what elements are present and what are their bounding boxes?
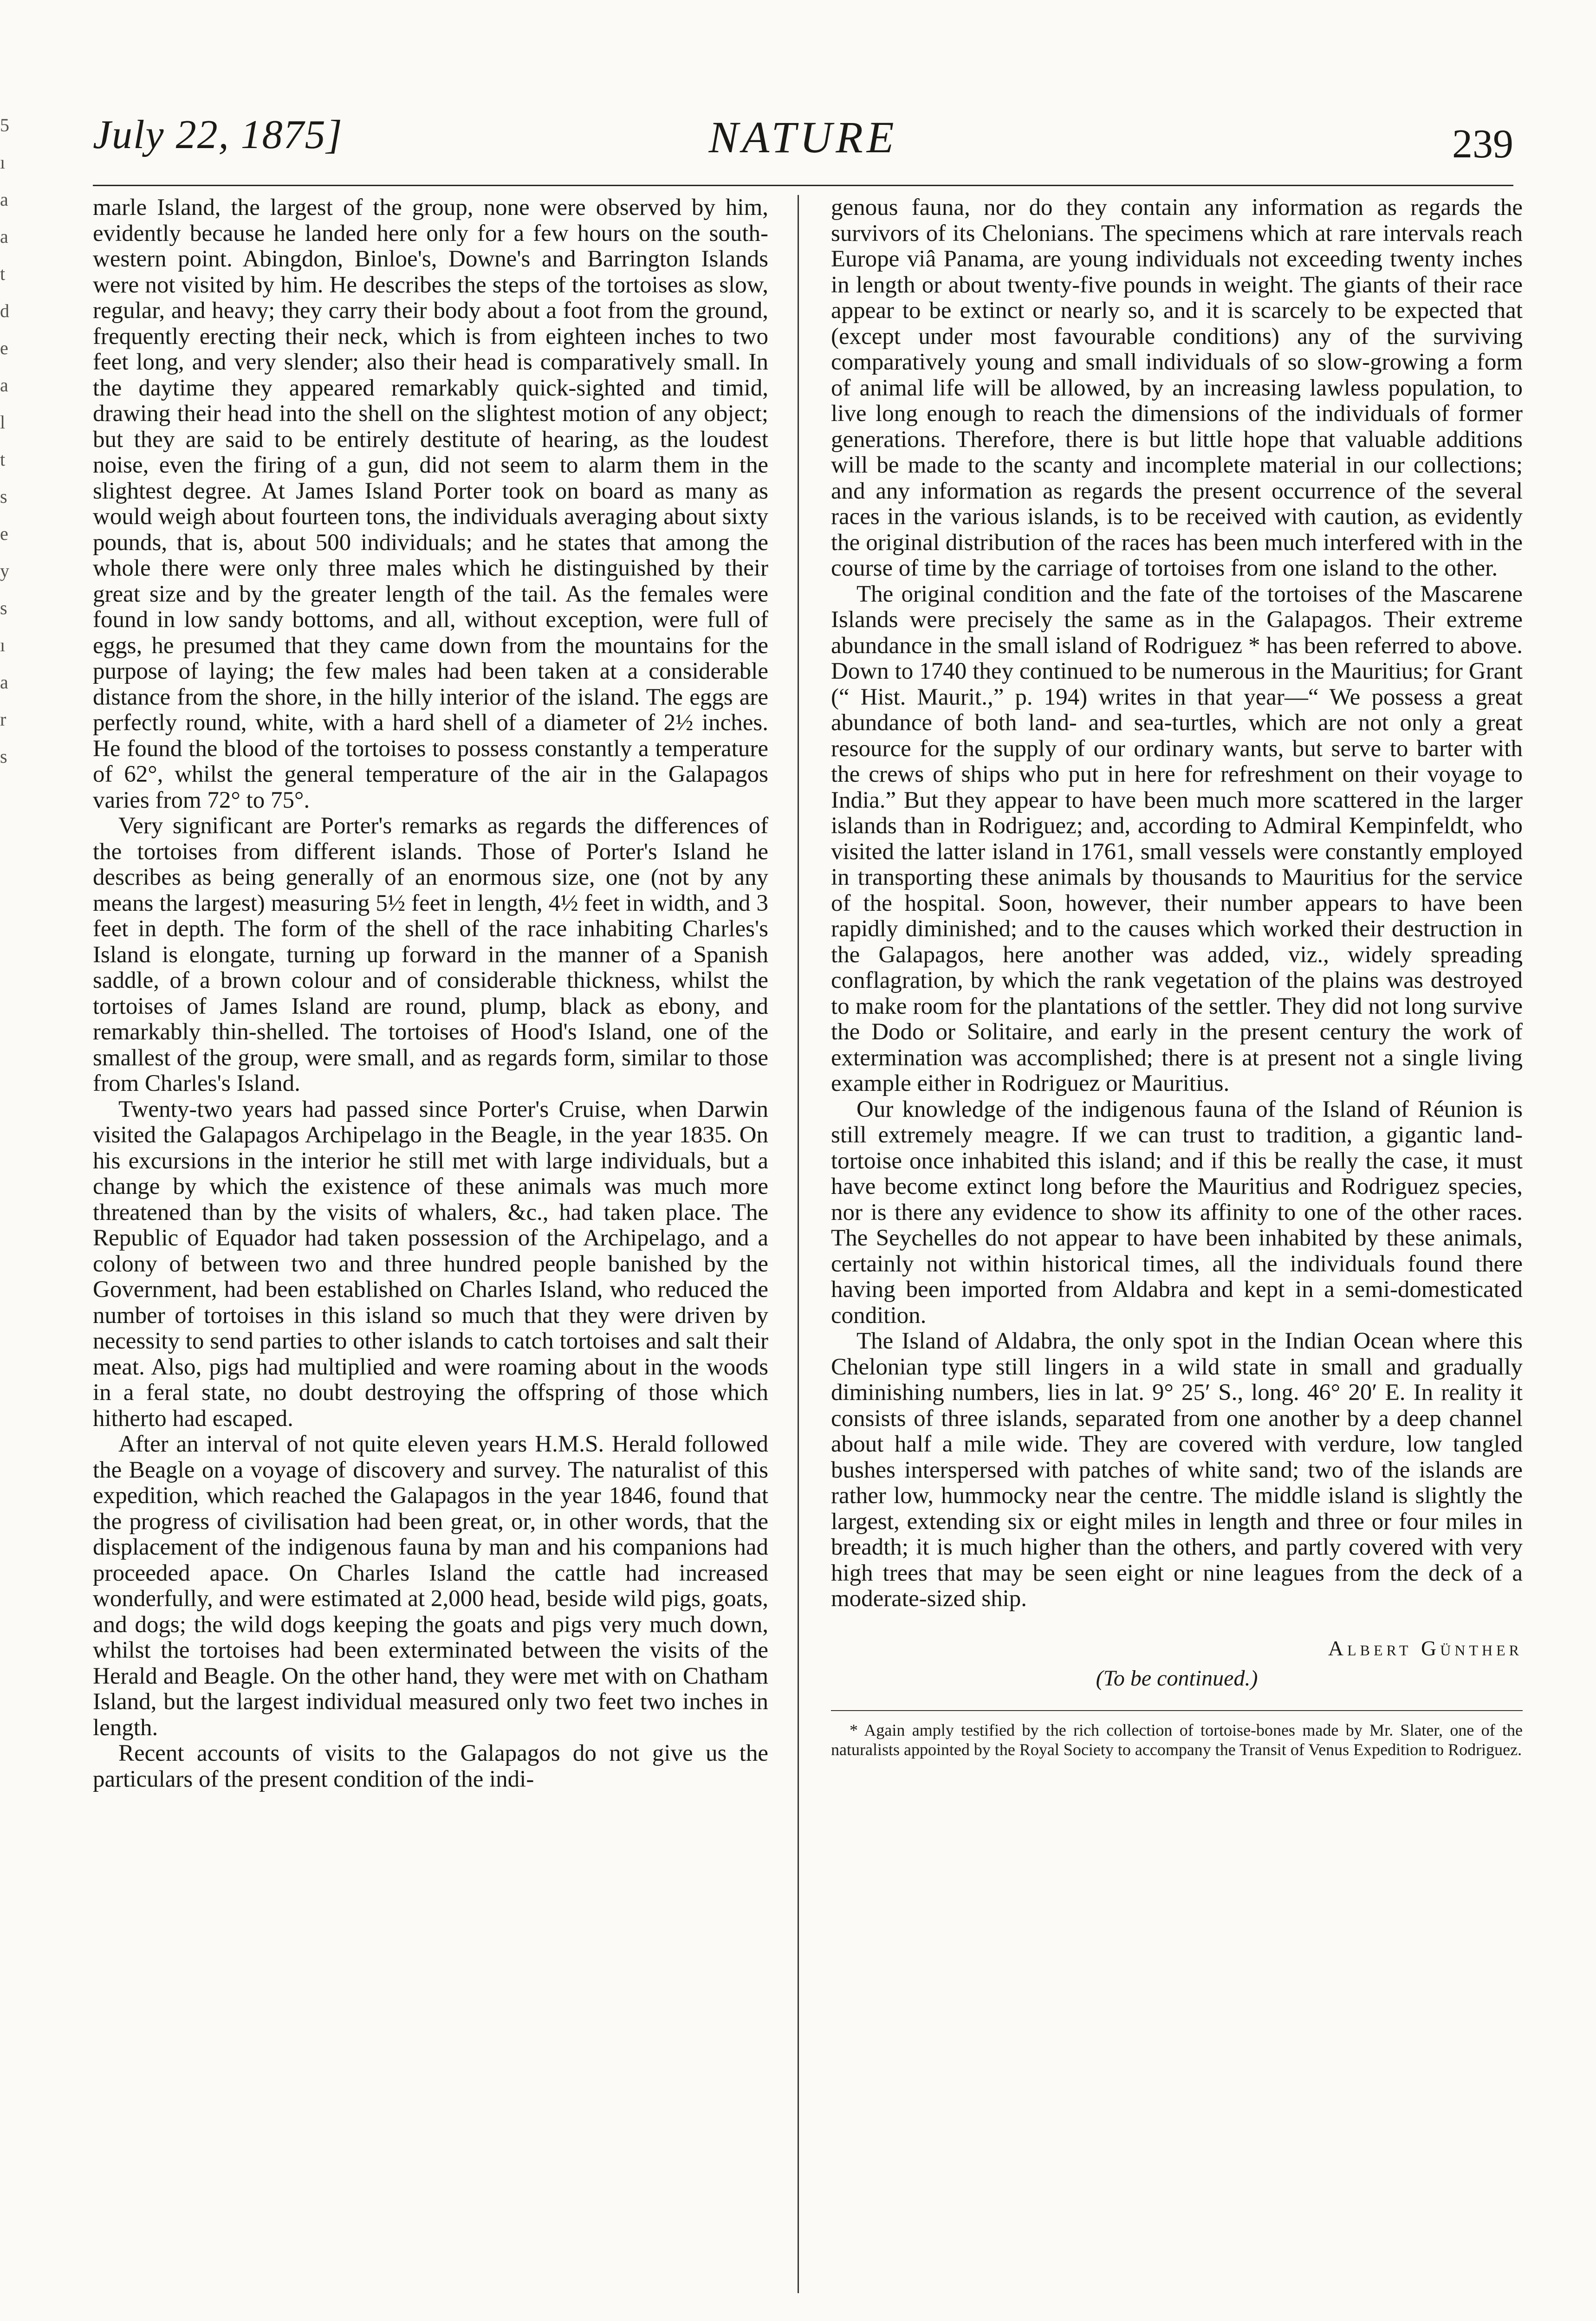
margin-mark: t (0, 263, 6, 284)
margin-mark: r (0, 709, 6, 730)
paragraph: Our knowledge of the indigenous fauna of the Island of Réunion is still extremely meagre. If we can trust to tradition, a gigantic land-tortoise once inhabited this island; and if this be really the case, it must have become extinct long before the Mauritius and Rodriguez species, nor is there any evidence to show its affinity to one of the other races. The Seychelles do not appear to have been inhabited by these animals, certainly not within historical times, all the individuals found there having been imported from Aldabra and kept in a semi-domesticated condition. (831, 1096, 1523, 1329)
left-column (93, 195, 768, 1792)
margin-mark: l (0, 412, 6, 433)
page-number: 239 (1452, 122, 1513, 167)
margin-mark: s (0, 486, 7, 507)
margin-mark: s (0, 746, 7, 767)
margin-mark: a (0, 189, 8, 210)
paragraph: Very significant are Porter's remarks as regards the differences of the tortoises from different islands. Those of Porter's Island he describes as being generally of an enormous size, one (not by any means the largest) measuring 5½ feet in length, 4½ feet in width, and 3 feet in depth. The form of the shell of the race inhabiting Charles's Island is elongate, turning up forward in the manner of a Spanish saddle, of a brown colour and of considerable thickness, whilst the tortoises of James Island are round, plump, black as ebony, and remarkably thin-shelled. The tortoises of Hood's Island, one of the smallest of the group, were small, and as regards form, similar to those from Charles's Island. (93, 813, 768, 1096)
paragraph: The original condition and the fate of the tortoises of the Mascarene Islands were precisely the same as in the Galapagos. Their extreme abundance in the small island of Rodriguez * has been referred to above. Down to 1740 they continued to be numerous in the Mauritius; for Grant (“ Hist. Maurit.,” p. 194) writes in that year—“ We possess a great abundance of both land- and sea-turtles, which are not only a great resource for the supply of our ordinary wants, but serve to barter with the crews of ships who put in here for refreshment on their voyage to India.” But they appear to have been much more scattered in the larger islands than in Rodriguez; and, according to Admiral Kempinfeldt, who visited the latter island in 1761, small vessels were constantly employed in transporting these animals by thousands to Mauritius for the service of the hospital. Soon, however, their number appears to have been rapidly diminished; and to the causes which worked their destruction in the Galapagos, here another was added, viz., widely spreading conflagration, by which the rank vegetation of the plains was destroyed to make room for the plantations of the settler. They did not long survive the Dodo or Solitaire, and early in the present century the work of extermination was accomplished; there is at present not a single living example either in Rodriguez or Mauritius. (831, 581, 1523, 1096)
right-column (831, 195, 1523, 1759)
journal-title: NATURE (708, 112, 898, 162)
margin-mark: s (0, 597, 7, 618)
margin-mark: t (0, 449, 6, 470)
footnote: * Again amply testified by the rich collection of tortoise-bones made by Mr. Slater, one of the naturalists appointed by the Royal Society to accompany the Transit of Venus Expedition to Rodriguez. (831, 1720, 1523, 1759)
issue-date: July 22, 1875] (93, 112, 343, 157)
continued-note: (To be continued.) (1096, 1666, 1258, 1691)
margin-mark: d (0, 300, 9, 321)
author-signature: Albert Günther (1328, 1636, 1523, 1660)
margin-mark: 5 (0, 115, 9, 136)
margin-mark: a (0, 672, 8, 693)
paragraph: marle Island, the largest of the group, none were observed by him, evidently because he landed here only for a few hours on the south-western point. Abingdon, Binloe's, Downe's and Barrington Islands were not visited by him. He describes the steps of the tortoises as slow, regular, and heavy; they carry their body about a foot from the ground, frequently erecting their neck, which is from eighteen inches to two feet long, and very slender; also their head is comparatively small. In the daytime they appeared remarkably quick-sighted and timid, drawing their head into the shell on the slightest motion of any object; but they are said to be entirely destitute of hearing, as the loudest noise, even the firing of a gun, did not seem to alarm them in the slightest degree. At James Island Porter took on board as many as would weigh about fourteen tons, the individuals averaging about sixty pounds, that is, about 500 individuals; and he states that among the whole there were only three males which he distinguished by their great size and by the greater length of the tail. As the females were found in low sandy bottoms, and all, without exception, were full of eggs, he presumed that they came down from the mountains for the purpose of laying; the few males had been taken at a considerable distance from the shore, in the hilly interior of the island. The eggs are perfectly round, white, with a hard shell of a diameter of 2½ inches. He found the blood of the tortoises to possess constantly a temperature of 62°, whilst the general temperature of the air in the Galapagos varies from 72° to 75°. (93, 194, 768, 813)
header-rule (93, 185, 1513, 186)
paragraph: Recent accounts of visits to the Galapagos do not give us the particulars of the present condition of the indi- (93, 1740, 768, 1792)
margin-mark: a (0, 375, 8, 395)
margin-mark: e (0, 523, 8, 544)
paragraph: Twenty-two years had passed since Porter's Cruise, when Darwin visited the Galapagos Archipelago in the Beagle, in the year 1835. On his excursions in the interior he still met with large individuals, but a change by which the existence of these animals was much more threatened than by the visits of whalers, &c., had taken place. The Republic of Equador had taken possession of the Archipelago, and a colony of between two and three hundred people banished by the Government, had been established on Charles Island, who reduced the number of tortoises in this island so much that they were driven by necessity to send parties to other islands to catch tortoises and salt their meat. Also, pigs had multiplied and were roaming about in the woods in a feral state, no doubt destroying the offspring of those which hitherto had escaped. (93, 1096, 768, 1432)
paragraph: genous fauna, nor do they contain any information as regards the survivors of its Chelonians. The specimens which at rare intervals reach Europe viâ Panama, are young individuals not exceeding twenty inches in length or about twenty-five pounds in weight. The giants of their race appear to be extinct or nearly so, and it is scarcely to be expected that (except under most favourable conditions) any of the surviving comparatively young and small individuals of so slow-growing a form of animal life will be allowed, by an increasing lawless population, to live long enough to reach the dimensions of the individuals of former generations. Therefore, there is but little hope that valuable additions will be made to the scanty and incomplete material in our collections; and any information as regards the present occurrence of the several races in the various islands, is to be received with caution, as evidently the original distribution of the races has been much interfered with in the course of time by the carriage of tortoises from one island to the other. (831, 194, 1523, 581)
footnote-rule (831, 1710, 1523, 1711)
margin-marks (0, 107, 28, 989)
column-divider (798, 195, 799, 2293)
margin-mark: ı (0, 152, 6, 173)
margin-mark: e (0, 337, 8, 358)
page-header (93, 111, 1513, 190)
margin-mark: y (0, 560, 9, 581)
margin-mark: ı (0, 635, 6, 655)
margin-mark: a (0, 226, 8, 247)
paragraph: After an interval of not quite eleven years H.M.S. Herald followed the Beagle on a voyage of discovery and survey. The naturalist of this expedition, which reached the Galapagos in the year 1846, found that the progress of civilisation had been great, or, in other words, that the displacement of the indigenous fauna by man and his companions had proceeded apace. On Charles Island the cattle had increased wonderfully, and were estimated at 2,000 head, beside wild pigs, goats, and dogs; the wild dogs keeping the goats and pigs very much down, whilst the tortoises had been exterminated between the visits of the Herald and Beagle. On the other hand, they were met with on Chatham Island, but the largest individual measured only two feet two inches in length. (93, 1431, 768, 1741)
paragraph: The Island of Aldabra, the only spot in the Indian Ocean where this Chelonian type still lingers in a wild state in small and gradually diminishing numbers, lies in lat. 9° 25′ S., long. 46° 20′ E. In reality it consists of three islands, separated from one another by a deep channel about half a mile wide. They are covered with verdure, low tangled bushes interspersed with patches of white sand; two of the islands are rather low, hummocky near the centre. The middle island is slightly the largest, extending six or eight miles in length and three or four miles in breadth; it is much higher than the others, and partly covered with very high trees that may be seen eight or nine leagues from the deck of a moderate-sized ship. (831, 1328, 1523, 1612)
